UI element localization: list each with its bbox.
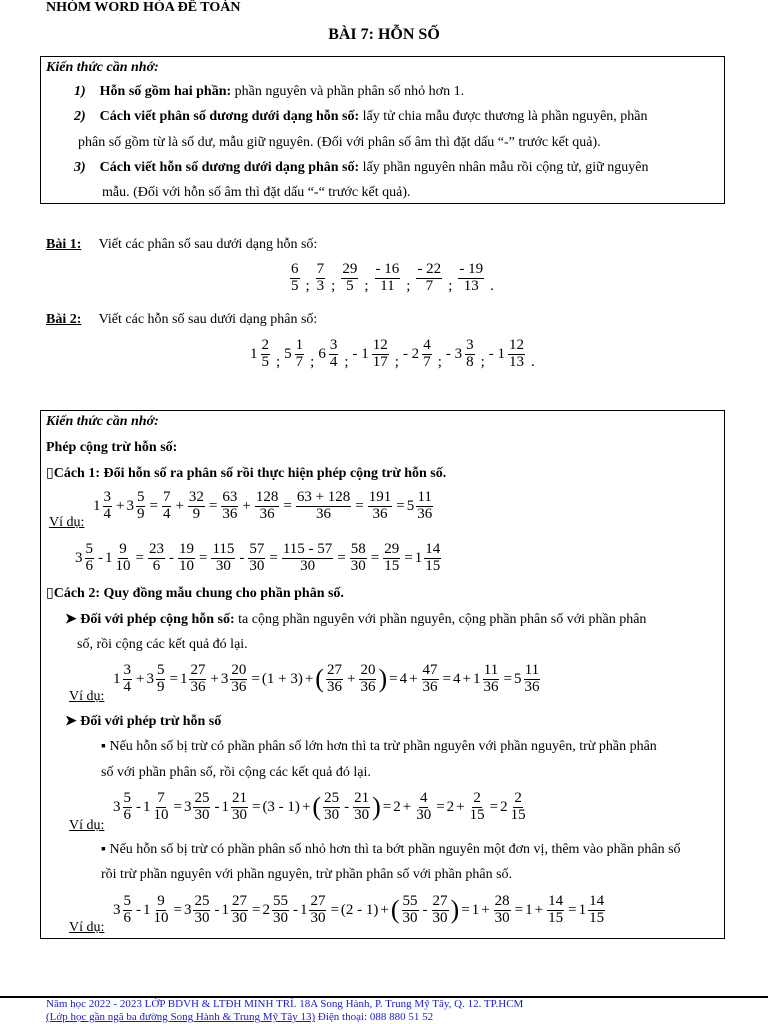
exercise-2 — [46, 312, 317, 328]
footer-address-link[interactable]: (Lớp học gần ngã ba đường Song Hành & Trung Mỹ Tây 13) — [46, 1011, 316, 1023]
box2-heading: Kiến thức cần nhớ: — [46, 414, 159, 429]
box1-item-2-cont: phân số gồm từ là số dư, mẫu giữ nguyên. (Đối với phân số âm thì đặt dấu “-” trước kết quả). — [78, 135, 601, 150]
knowledge-box-2 — [40, 410, 725, 939]
box2-subheading: Phép cộng trừ hỗn số: — [46, 440, 178, 455]
lesson-title: BÀI 7: HỖN SỐ — [328, 26, 440, 43]
subtraction-case-1-text: Nếu hỗn số bị trừ có phần phân số lớn hơn thì ta trừ phần nguyên với phần nguyên, trừ phần phân — [109, 739, 657, 754]
knowledge-box-1 — [40, 56, 725, 204]
addition-rule-bold: Đối với phép cộng hỗn số: — [80, 612, 235, 627]
arrow-bullet-icon: ➤ — [65, 714, 77, 729]
method-1-text: Cách 1: Đổi hỗn số ra phân số rồi thực hiện phép cộng trừ hỗn số. — [53, 466, 447, 481]
item-text: phần nguyên và phần phân số nhỏ hơn 1. — [231, 84, 465, 99]
method-1 — [46, 465, 446, 482]
exercise-1-fractions: $\frac{6}{5}$ ; $\frac{7}{3}$ ; $\frac{29}{5}$ ; $\frac{- 16}{11}$ ; $\frac{- 22}{7}$ ; $\frac{- 19}{13}$ . — [291, 261, 494, 294]
addition-rule — [65, 611, 646, 628]
group-header: NHÓM WORD HÓA ĐỀ TOÁN — [46, 0, 241, 15]
method-1-addition-example: 1 $\frac{3}{4}$ + 3 $\frac{5}{9}$ = $\frac{7}{4}$ + $\frac{32}{9}$ = $\frac{63}{36}$ + $\frac{128}{36}$ = $\frac{63 + 128}{36}$ = $\frac{191}{36}$ = 5 $\frac{11}{36}$ — [93, 489, 433, 522]
exercise-text: Viết các phân số sau dưới dạng hỗn số: — [98, 237, 318, 252]
footer-line-1: Năm học 2022 - 2023 LỚP BDVH & LTĐH MINH TRÍ. 18A Song Hành, P. Trung Mỹ Tây, Q. 12. TP.HCM — [46, 998, 524, 1010]
subtraction-case-1 — [101, 739, 657, 755]
item-text: lấy phần nguyên nhân mẫu rồi cộng tử, giữ nguyên — [359, 160, 649, 175]
item-bold: Cách viết phân số dương dưới dạng hỗn số: — [99, 109, 360, 124]
example-label: Ví dụ: — [69, 920, 105, 935]
item-number: 3) — [74, 160, 86, 175]
subtraction-case-1-cont: số với phần phân số, rồi cộng các kết quả đó lại. — [101, 765, 371, 780]
method-1-subtraction-example: 3 $\frac{5}{6}$ - 1 $\frac{9}{10}$ = $\frac{23}{6}$ - $\frac{19}{10}$ = $\frac{115}{30}$ - $\frac{57}{30}$ = $\frac{115 - 57}{30}$ = $\frac{58}{30}$ = $\frac{29}{15}$ = 1 $\frac{14}{15}$ — [75, 541, 441, 574]
square-bullet-icon: ▪ — [101, 842, 106, 857]
subtraction-rule — [65, 713, 221, 730]
subtraction-case-2-cont: rồi trừ phần nguyên với phần nguyên, trừ phần phân số với phần phân số. — [101, 867, 513, 882]
exercise-1 — [46, 237, 317, 253]
subtraction-case-2-text: Nếu hỗn số bị trừ có phần phân số nhỏ hơn thì ta bớt phần nguyên một đơn vị, thêm vào phần phân số — [109, 842, 681, 857]
example-label: Ví dụ: — [69, 818, 105, 833]
method-2-addition-example: 1 $\frac{3}{4}$ + 3 $\frac{5}{9}$ = 1 $\frac{27}{36}$ + 3 $\frac{20}{36}$ = (1 + 3) + ( $\frac{27}{36}$ + $\frac{20}{36}$ ) = 4 + $\frac{47}{36}$ = 4 + 1 $\frac{11}{36}$ = 5 $\frac{11}{36}$ — [113, 662, 540, 695]
box1-item-1 — [74, 84, 464, 100]
exercise-label: Bài 1: — [46, 237, 82, 252]
method-2 — [46, 585, 344, 602]
box1-heading: Kiến thức cần nhớ: — [46, 60, 159, 75]
addition-rule-cont: số, rồi cộng các kết quả đó lại. — [77, 637, 248, 652]
subtraction-case-2-example: 3 $\frac{5}{6}$ - 1 $\frac{9}{10}$ = 3 $\frac{25}{30}$ - 1 $\frac{27}{30}$ = 2 $\frac{55}{30}$ - 1 $\frac{27}{30}$ = (2 - 1) + ( $\frac{55}{30}$ - $\frac{27}{30}$ ) = 1 + $\frac{28}{30}$ = 1 + $\frac{14}{15}$ = 1 $\frac{14}{15}$ — [113, 893, 605, 926]
arrow-bullet-icon: ➤ — [65, 612, 77, 627]
example-label: Ví dụ: — [49, 515, 85, 530]
bullet-icon: ▯ — [46, 586, 54, 601]
item-text: lấy tử chia mẫu được thương là phần nguyên, phần — [359, 109, 648, 124]
box1-item-3-cont: mẫu. (Đối với hỗn số âm thì đặt dấu “-“ trước kết quả). — [102, 185, 411, 200]
method-2-text: Cách 2: Quy đồng mẫu chung cho phần phân số. — [53, 586, 344, 601]
box1-item-3 — [74, 160, 648, 176]
box1-item-2 — [74, 109, 648, 125]
exercise-2-mixed-numbers: 1 $\frac{2}{5}$ ; 5 $\frac{1}{7}$ ; 6 $\frac{3}{4}$ ; - 1 $\frac{12}{17}$ ; - 2 $\frac{4}{7}$ ; - 3 $\frac{3}{8}$ ; - 1 $\frac{12}{13}$ . — [250, 337, 535, 370]
item-bold: Hỗn số gồm hai phần: — [99, 84, 232, 99]
item-number: 2) — [74, 109, 86, 124]
square-bullet-icon: ▪ — [101, 739, 106, 754]
item-bold: Cách viết hỗn số dương dưới dạng phân số: — [99, 160, 360, 175]
exercise-label: Bài 2: — [46, 312, 82, 327]
example-label: Ví dụ: — [69, 689, 105, 704]
bullet-icon: ▯ — [46, 466, 54, 481]
subtraction-case-2 — [101, 842, 681, 858]
footer-line-2 — [46, 1011, 433, 1023]
subtraction-case-1-example: 3 $\frac{5}{6}$ - 1 $\frac{7}{10}$ = 3 $\frac{25}{30}$ - 1 $\frac{21}{30}$ = (3 - 1) + ( $\frac{25}{30}$ - $\frac{21}{30}$ ) = 2 + $\frac{4}{30}$ = 2 + $\frac{2}{15}$ = 2 $\frac{2}{15}$ — [113, 790, 526, 823]
item-number: 1) — [74, 84, 86, 99]
subtraction-rule-bold: Đối với phép trừ hỗn số — [80, 714, 222, 729]
footer-phone: Điện thoại: 088 880 51 52 — [315, 1011, 434, 1023]
addition-rule-text: ta cộng phần nguyên với phần nguyên, cộng phần phân số với phần phân — [234, 612, 647, 627]
exercise-text: Viết các hỗn số sau dưới dạng phân số: — [98, 312, 318, 327]
